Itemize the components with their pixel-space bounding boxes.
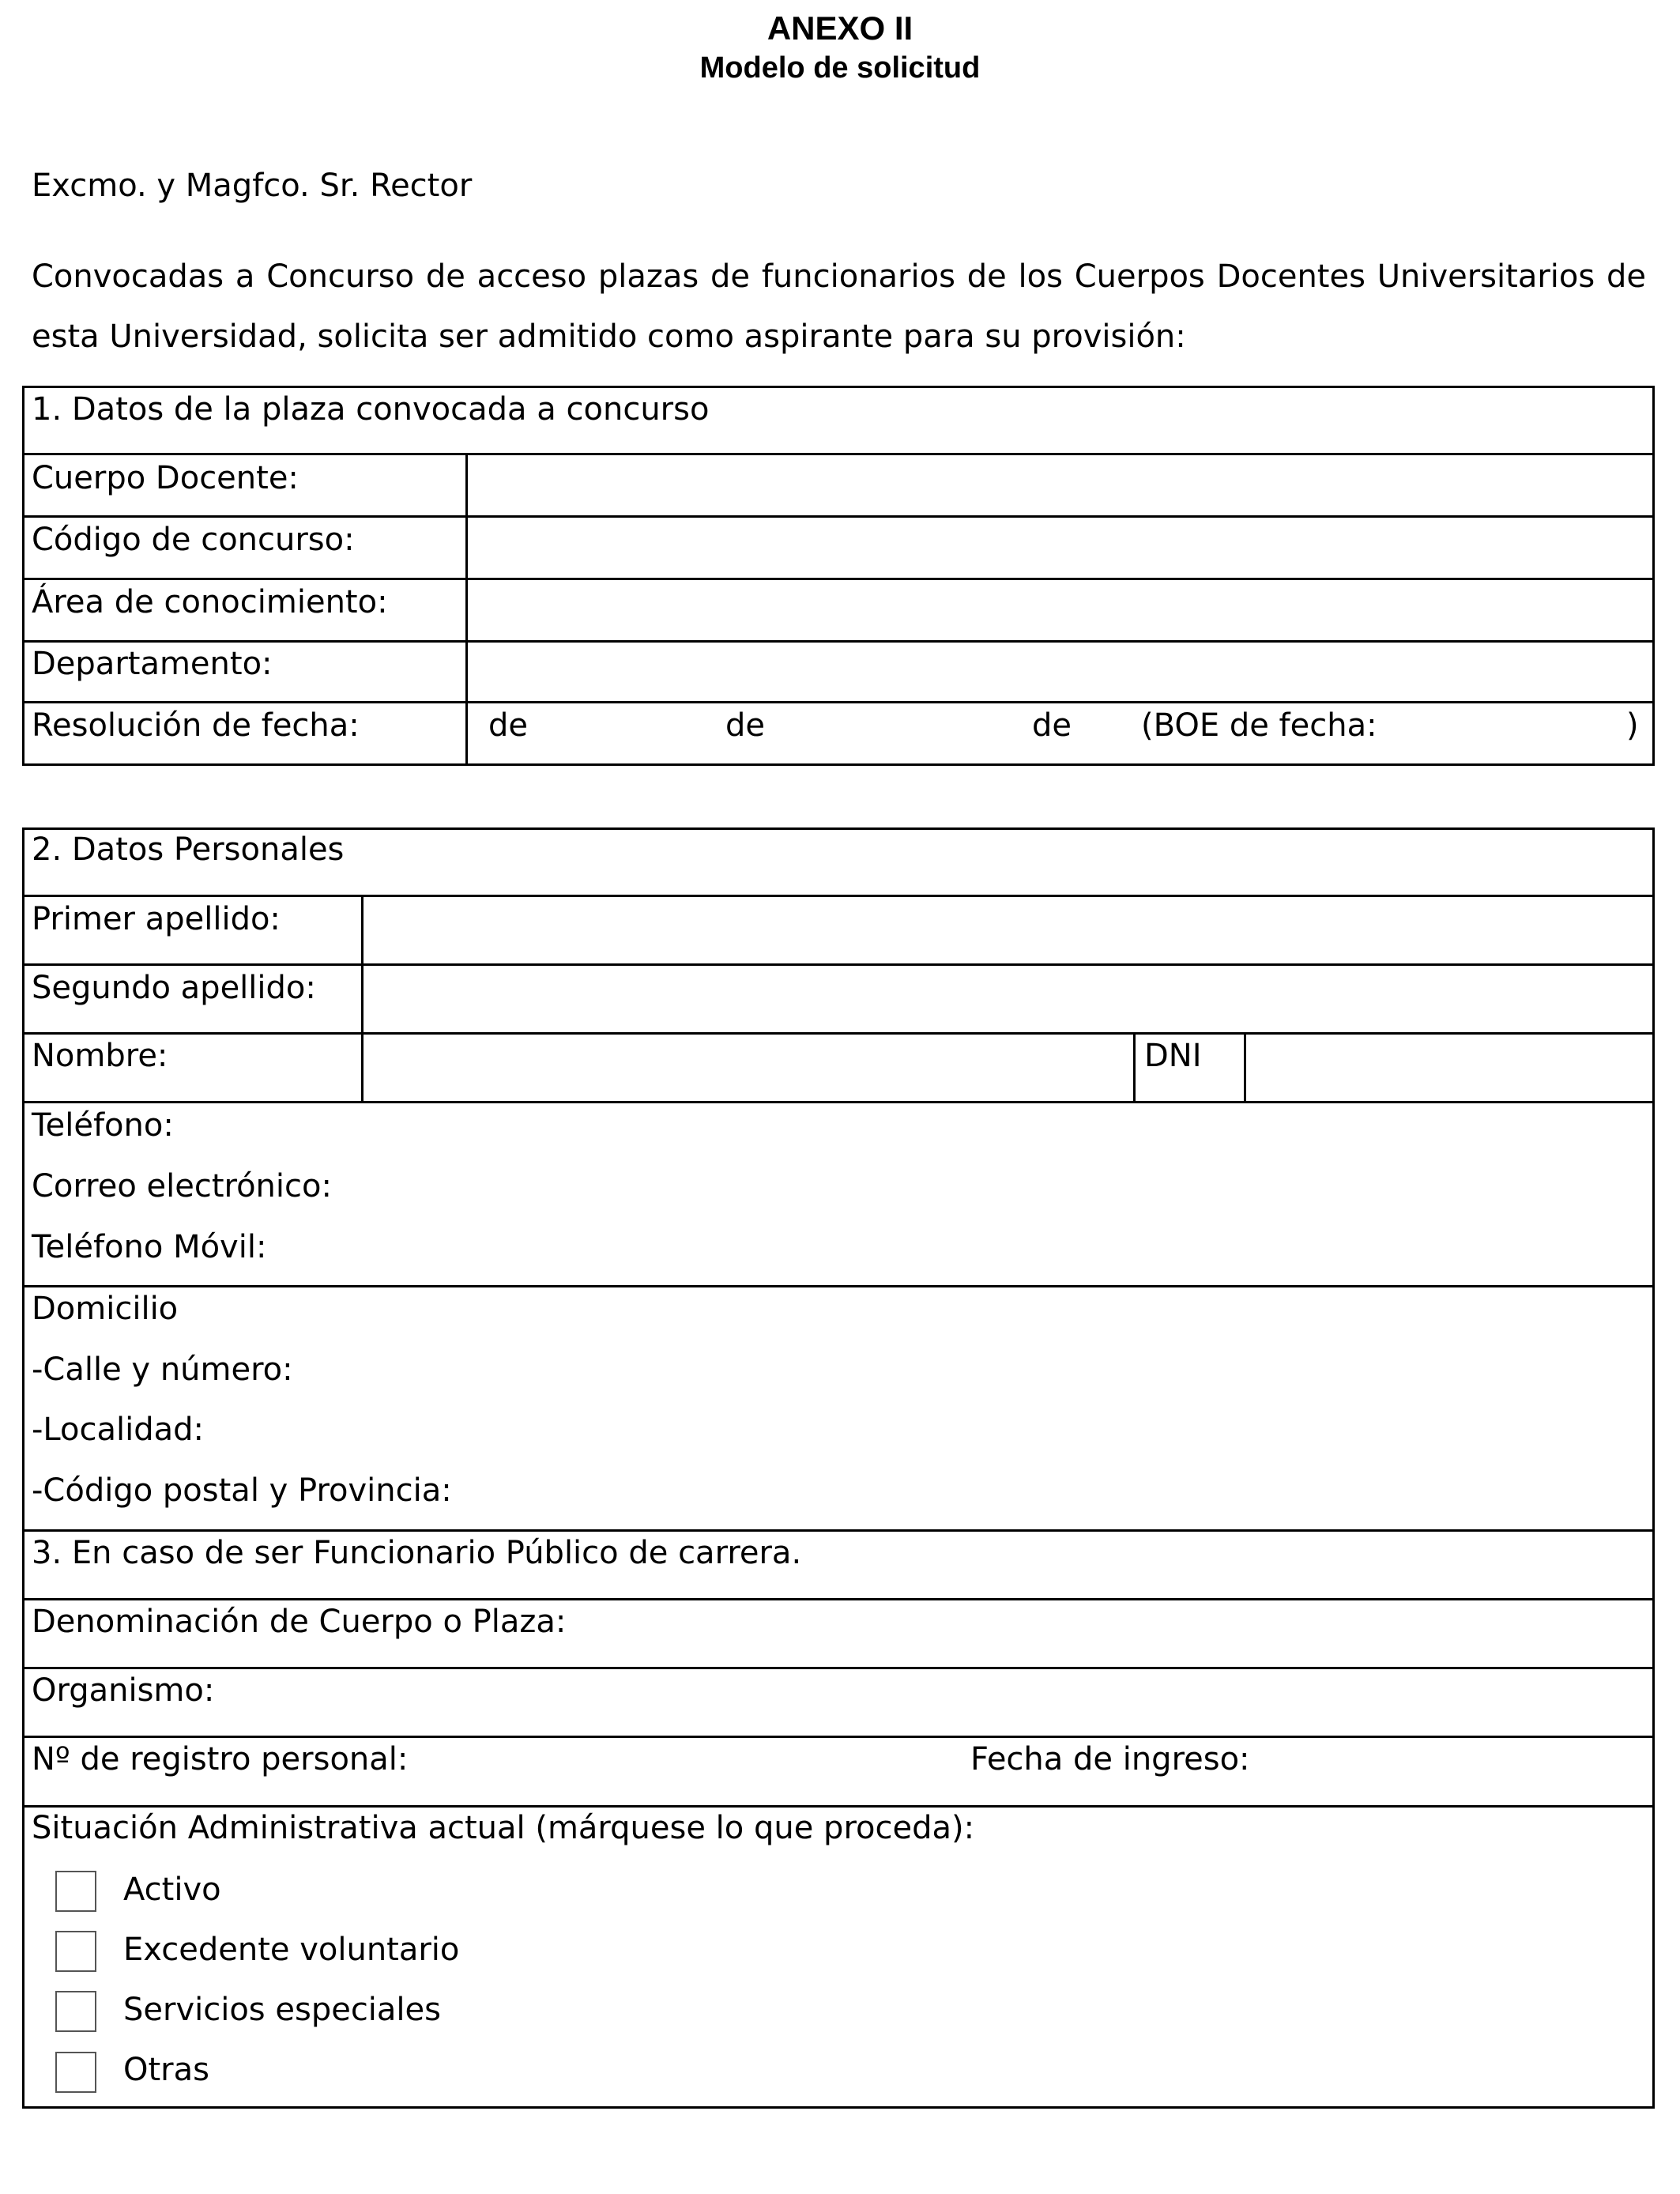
- resolucion-de-3: de: [1032, 707, 1072, 744]
- section-3-heading: 3. En caso de ser Funcionario Público de carrera.: [32, 1535, 802, 1571]
- dni-label: DNI: [1144, 1038, 1202, 1074]
- checkbox-activo[interactable]: [55, 1871, 96, 1912]
- salutation: Excmo. y Magfco. Sr. Rector: [32, 168, 473, 204]
- resolucion-fecha-field[interactable]: [471, 705, 1650, 762]
- telefono-movil-label: Teléfono Móvil:: [32, 1229, 267, 1265]
- section-2-heading: 2. Datos Personales: [32, 831, 345, 868]
- localidad-label: -Localidad:: [32, 1412, 204, 1448]
- nombre-field[interactable]: [367, 1036, 1130, 1099]
- area-conocimiento-field[interactable]: [471, 582, 1650, 639]
- segundo-apellido-label: Segundo apellido:: [32, 970, 316, 1006]
- telefono-label: Teléfono:: [32, 1107, 174, 1144]
- organismo-field[interactable]: [28, 1671, 1650, 1734]
- document-subtitle: Modelo de solicitud: [699, 51, 981, 85]
- denominacion-cuerpo-field[interactable]: [28, 1602, 1650, 1665]
- resolucion-de-2: de: [725, 707, 765, 744]
- document-title: ANEXO II: [767, 9, 913, 47]
- resolucion-fecha-label: Resolución de fecha:: [32, 707, 360, 744]
- area-conocimiento-label: Área de conocimiento:: [32, 584, 388, 620]
- nombre-label: Nombre:: [32, 1038, 168, 1074]
- situacion-administrativa-label: Situación Administrativa actual (márquese lo que proceda):: [32, 1810, 975, 1846]
- option-activo-label: Activo: [123, 1872, 221, 1908]
- section-1-heading: 1. Datos de la plaza convocada a concurso: [32, 391, 710, 428]
- codigo-concurso-label: Código de concurso:: [32, 522, 355, 558]
- cuerpo-docente-label: Cuerpo Docente:: [32, 460, 299, 496]
- contacto-field[interactable]: [28, 1105, 1650, 1284]
- organismo-label: Organismo:: [32, 1672, 215, 1709]
- departamento-field[interactable]: [471, 644, 1650, 699]
- domicilio-label: Domicilio: [32, 1291, 179, 1327]
- checkbox-excedente-voluntario[interactable]: [55, 1931, 96, 1972]
- correo-label: Correo electrónico:: [32, 1168, 332, 1204]
- departamento-label: Departamento:: [32, 646, 273, 682]
- dni-field[interactable]: [1249, 1036, 1650, 1099]
- option-otras-label: Otras: [123, 2052, 209, 2088]
- domicilio-field[interactable]: [28, 1289, 1650, 1528]
- codigo-postal-provincia-label: -Código postal y Provincia:: [32, 1472, 452, 1509]
- option-servicios-especiales-label: Servicios especiales: [123, 1992, 441, 2028]
- segundo-apellido-field[interactable]: [367, 967, 1650, 1031]
- boe-close-paren: ): [1626, 707, 1639, 744]
- resolucion-de-1: de: [488, 707, 528, 744]
- boe-fecha-label: (BOE de fecha:: [1141, 707, 1377, 744]
- option-excedente-voluntario-label: Excedente voluntario: [123, 1932, 460, 1968]
- cuerpo-docente-field[interactable]: [471, 457, 1650, 514]
- codigo-concurso-field[interactable]: [471, 519, 1650, 576]
- registro-fecha-field[interactable]: [28, 1740, 1650, 1803]
- checkbox-servicios-especiales[interactable]: [55, 1991, 96, 2032]
- denominacion-cuerpo-label: Denominación de Cuerpo o Plaza:: [32, 1604, 567, 1640]
- fecha-ingreso-label: Fecha de ingreso:: [970, 1741, 1250, 1777]
- intro-paragraph: Convocadas a Concurso de acceso plazas de funcionarios de los Cuerpos Docentes Universitarios de esta Universidad, solicita ser admitido como aspirante para su provisión:: [32, 258, 1646, 355]
- calle-numero-label: -Calle y número:: [32, 1351, 293, 1388]
- registro-personal-label: Nº de registro personal:: [32, 1741, 409, 1777]
- checkbox-otras[interactable]: [55, 2052, 96, 2093]
- primer-apellido-field[interactable]: [367, 899, 1650, 962]
- primer-apellido-label: Primer apellido:: [32, 901, 281, 937]
